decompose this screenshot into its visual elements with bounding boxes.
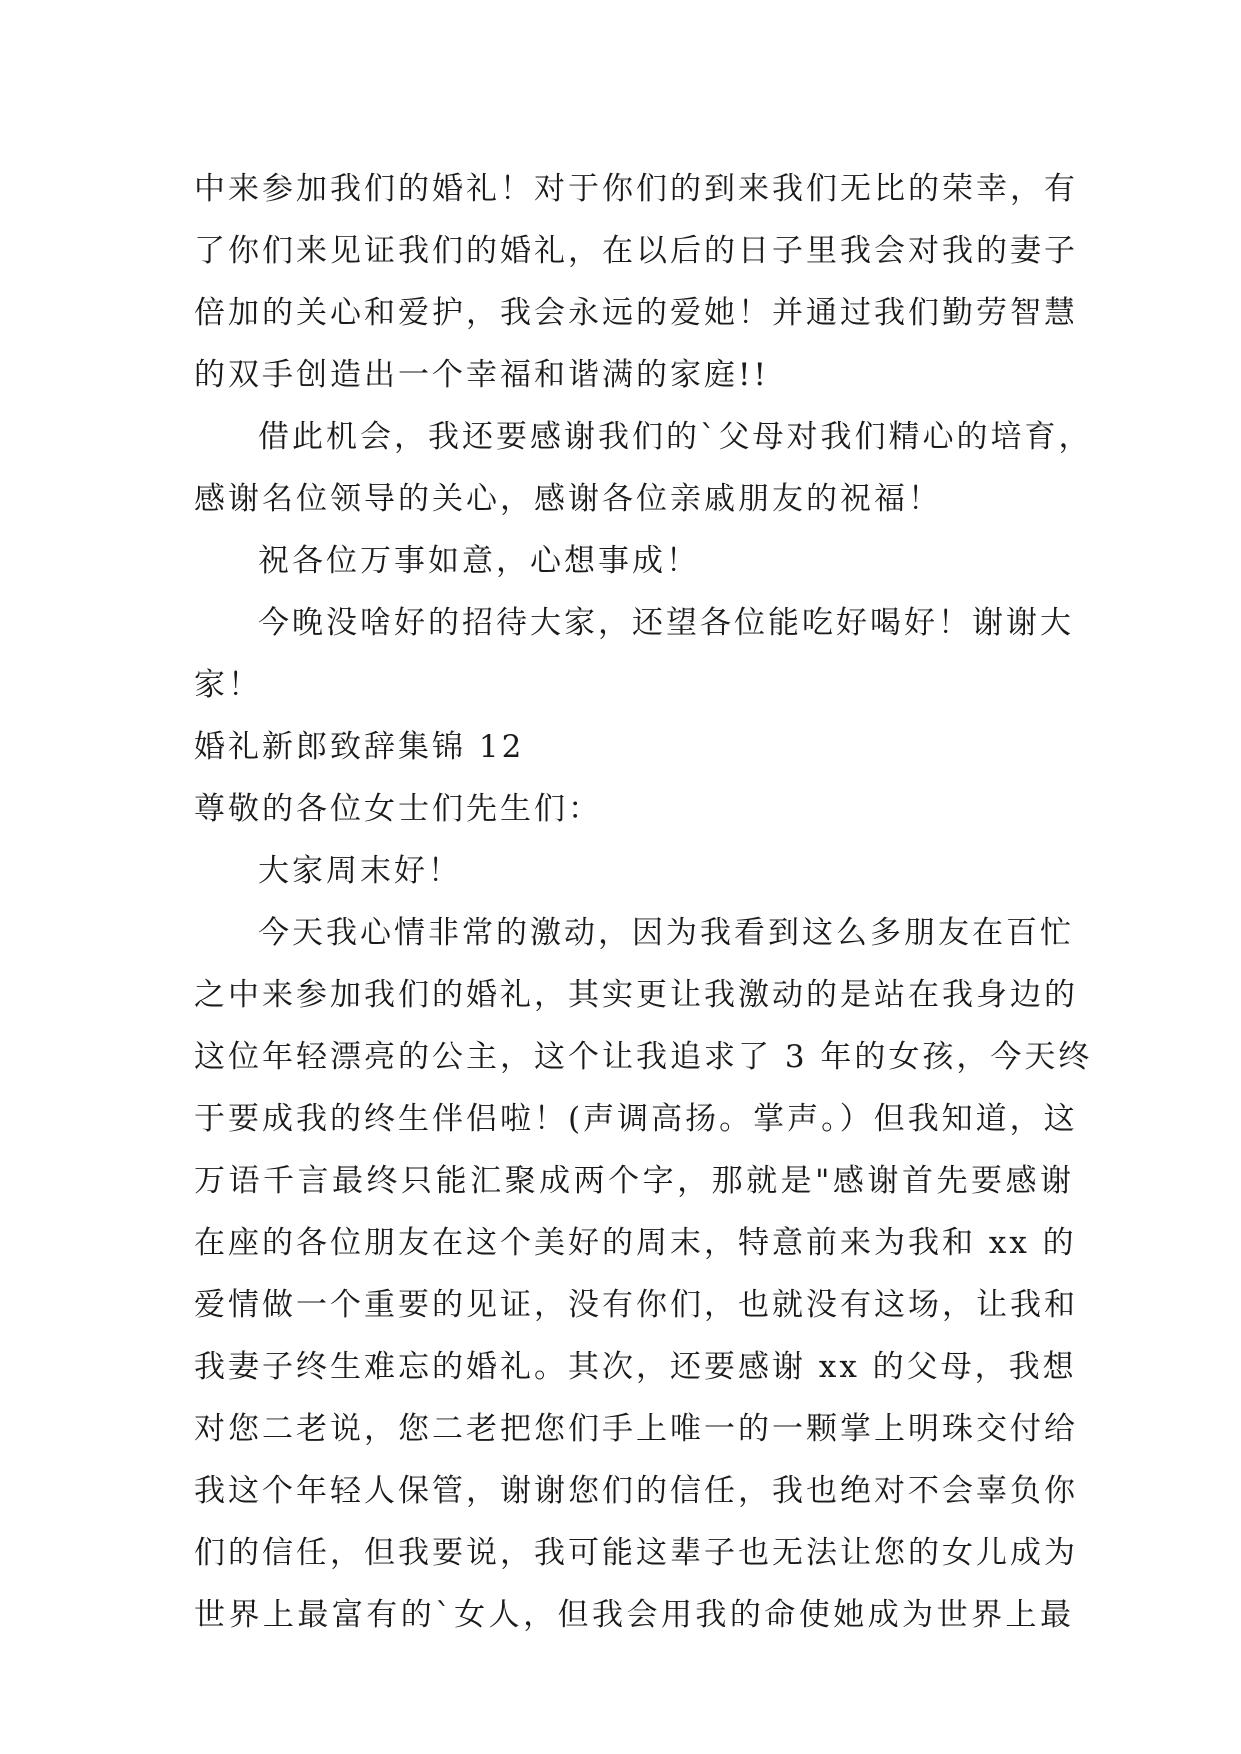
text-line-22: 我这个年轻人保管，谢谢您们的信任，我也绝对不会辜负你 [194, 1473, 1078, 1509]
greeting: 大家周末好！ [258, 853, 462, 889]
text-line-6: 感谢名位领导的关心，感谢各位亲戚朋友的祝福！ [194, 481, 942, 517]
text-line-3: 倍加的关心和爱护，我会永远的爱她！并通过我们勤劳智慧 [194, 295, 1078, 331]
text-line-20: 我妻子终生难忘的婚礼。其次，还要感谢 xx 的父母，我想 [194, 1349, 1077, 1385]
text-line-19: 爱情做一个重要的见证，没有你们，也就没有这场，让我和 [194, 1287, 1078, 1323]
text-line-14: 之中来参加我们的婚礼，其实更让我激动的是站在我身边的 [194, 977, 1078, 1013]
text-line-5: 借此机会，我还要感谢我们的`父母对我们精心的培育， [258, 419, 1093, 455]
text-line-7: 祝各位万事如意，心想事成！ [258, 543, 700, 579]
text-line-21: 对您二老说，您二老把您们手上唯一的一颗掌上明珠交付给 [194, 1411, 1078, 1447]
section-heading: 婚礼新郎致辞集锦 12 [194, 729, 525, 765]
text-line-18: 在座的各位朋友在这个美好的周末，特意前来为我和 xx 的 [194, 1225, 1077, 1261]
text-line-16: 于要成我的终生伴侣啦！(声调高扬。掌声。）但我知道，这 [194, 1101, 1078, 1137]
text-line-24: 世界上最富有的`女人，但我会用我的命使她成为世界上最 [194, 1597, 1074, 1633]
text-line-2: 了你们来见证我们的婚礼，在以后的日子里我会对我的妻子 [194, 233, 1078, 269]
salutation: 尊敬的各位女士们先生们： [194, 791, 602, 827]
text-line-8: 今晚没啥好的招待大家，还望各位能吃好喝好！谢谢大 [258, 605, 1074, 641]
text-line-23: 们的信任，但我要说，我可能这辈子也无法让您的女儿成为 [194, 1535, 1078, 1571]
text-line-15: 这位年轻漂亮的公主，这个让我追求了 3 年的女孩，今天终 [194, 1039, 1093, 1075]
text-line-13: 今天我心情非常的激动，因为我看到这么多朋友在百忙 [258, 915, 1074, 951]
text-line-9: 家！ [194, 667, 262, 703]
document-body [194, 158, 1093, 1646]
text-line-4: 的双手创造出一个幸福和谐满的家庭!! [194, 357, 769, 393]
text-line-17: 万语千言最终只能汇聚成两个字，那就是"感谢首先要感谢 [194, 1163, 1074, 1199]
text-line-1: 中来参加我们的婚礼！对于你们的到来我们无比的荣幸，有 [194, 171, 1078, 207]
